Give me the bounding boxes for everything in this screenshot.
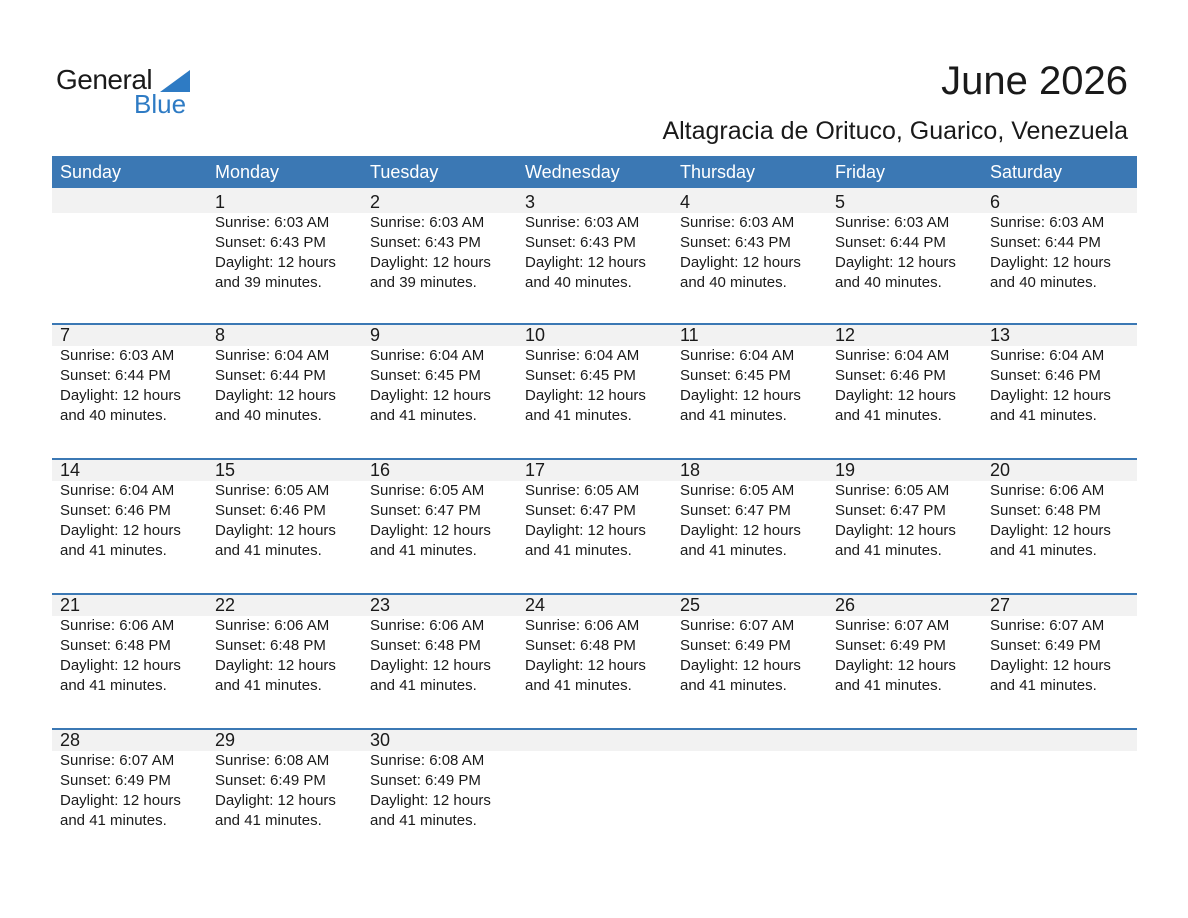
daylight-text: Daylight: 12 hours [835, 657, 956, 674]
weekday-header [52, 156, 1137, 188]
daylight-text: Daylight: 12 hours [525, 254, 646, 271]
daylight-minutes-text: and 41 minutes. [990, 407, 1097, 424]
week-row [52, 323, 1137, 458]
sunrise-text: Sunrise: 6:05 AM [835, 482, 950, 499]
sunset-text: Sunset: 6:43 PM [370, 234, 481, 251]
day-cell [207, 728, 362, 831]
day-cell [827, 188, 982, 293]
daylight-minutes-text: and 41 minutes. [60, 677, 167, 694]
sunset-text: Sunset: 6:49 PM [370, 772, 481, 789]
weeks-container [52, 188, 1137, 863]
weekday-monday: Monday [215, 162, 280, 182]
day-number: 9 [370, 325, 381, 345]
weekday-friday: Friday [835, 162, 886, 182]
empty-day-cell [672, 728, 827, 831]
sunset-text: Sunset: 6:46 PM [215, 502, 326, 519]
day-cell [672, 458, 827, 561]
daylight-text: Daylight: 12 hours [835, 522, 956, 539]
daylight-minutes-text: and 39 minutes. [215, 274, 322, 291]
daylight-text: Daylight: 12 hours [370, 657, 491, 674]
day-number: 29 [215, 730, 236, 750]
daylight-text: Daylight: 12 hours [680, 522, 801, 539]
daylight-text: Daylight: 12 hours [835, 254, 956, 271]
daylight-minutes-text: and 41 minutes. [990, 677, 1097, 694]
daylight-text: Daylight: 12 hours [215, 387, 336, 404]
day-number: 25 [680, 595, 701, 615]
sunrise-text: Sunrise: 6:03 AM [680, 214, 795, 231]
day-number: 28 [60, 730, 81, 750]
sunset-text: Sunset: 6:49 PM [60, 772, 171, 789]
daylight-text: Daylight: 12 hours [835, 387, 956, 404]
week-days [52, 188, 1137, 293]
weekday-thursday: Thursday [680, 162, 756, 182]
daylight-text: Daylight: 12 hours [990, 657, 1111, 674]
sunrise-text: Sunrise: 6:06 AM [60, 617, 175, 634]
sunrise-text: Sunrise: 6:08 AM [370, 752, 485, 769]
day-number: 14 [60, 460, 81, 480]
day-cell [52, 458, 207, 561]
daylight-text: Daylight: 12 hours [370, 387, 491, 404]
day-cell [672, 323, 827, 426]
sunset-text: Sunset: 6:49 PM [990, 637, 1101, 654]
sunrise-text: Sunrise: 6:03 AM [525, 214, 640, 231]
sunset-text: Sunset: 6:44 PM [215, 367, 326, 384]
daylight-text: Daylight: 12 hours [680, 387, 801, 404]
day-number: 16 [370, 460, 391, 480]
sunset-text: Sunset: 6:47 PM [370, 502, 481, 519]
sunset-text: Sunset: 6:44 PM [990, 234, 1101, 251]
daylight-minutes-text: and 40 minutes. [60, 407, 167, 424]
sunrise-text: Sunrise: 6:04 AM [835, 347, 950, 364]
sunrise-text: Sunrise: 6:05 AM [525, 482, 640, 499]
day-number: 18 [680, 460, 701, 480]
day-number: 24 [525, 595, 546, 615]
day-number: 27 [990, 595, 1011, 615]
day-number: 21 [60, 595, 81, 615]
sunset-text: Sunset: 6:46 PM [990, 367, 1101, 384]
sunset-text: Sunset: 6:48 PM [370, 637, 481, 654]
day-number: 5 [835, 192, 846, 212]
day-cell [52, 593, 207, 696]
daylight-text: Daylight: 12 hours [215, 792, 336, 809]
daylight-text: Daylight: 12 hours [60, 522, 181, 539]
day-cell [362, 593, 517, 696]
sunset-text: Sunset: 6:48 PM [60, 637, 171, 654]
daylight-minutes-text: and 41 minutes. [215, 677, 322, 694]
day-cell [362, 323, 517, 426]
day-cell [982, 458, 1137, 561]
day-cell [517, 458, 672, 561]
day-cell [982, 323, 1137, 426]
day-cell [517, 188, 672, 293]
day-cell [207, 458, 362, 561]
daylight-minutes-text: and 41 minutes. [680, 677, 787, 694]
calendar [52, 156, 1137, 863]
day-number: 19 [835, 460, 856, 480]
location-subtitle: Altagracia de Orituco, Guarico, Venezuela [662, 117, 1128, 145]
empty-day-cell [982, 728, 1137, 831]
sunrise-text: Sunrise: 6:04 AM [680, 347, 795, 364]
day-cell [672, 188, 827, 293]
day-cell [362, 188, 517, 293]
day-number: 26 [835, 595, 856, 615]
sunset-text: Sunset: 6:43 PM [215, 234, 326, 251]
daylight-minutes-text: and 40 minutes. [215, 407, 322, 424]
sunrise-text: Sunrise: 6:05 AM [215, 482, 330, 499]
daylight-minutes-text: and 41 minutes. [525, 542, 632, 559]
weekday-tuesday: Tuesday [370, 162, 439, 182]
daylight-minutes-text: and 41 minutes. [370, 677, 477, 694]
sunset-text: Sunset: 6:44 PM [835, 234, 946, 251]
daylight-minutes-text: and 40 minutes. [525, 274, 632, 291]
day-number: 15 [215, 460, 236, 480]
weekday-saturday: Saturday [990, 162, 1063, 182]
day-number: 4 [680, 192, 691, 212]
day-number: 2 [370, 192, 381, 212]
week-row [52, 593, 1137, 728]
sunrise-text: Sunrise: 6:06 AM [370, 617, 485, 634]
day-number: 11 [680, 325, 699, 345]
day-number: 20 [990, 460, 1011, 480]
week-days [52, 593, 1137, 696]
daylight-text: Daylight: 12 hours [680, 657, 801, 674]
daylight-minutes-text: and 41 minutes. [215, 542, 322, 559]
daylight-minutes-text: and 41 minutes. [60, 812, 167, 829]
daylight-text: Daylight: 12 hours [215, 657, 336, 674]
daylight-minutes-text: and 41 minutes. [990, 542, 1097, 559]
daylight-minutes-text: and 41 minutes. [370, 542, 477, 559]
page-title: June 2026 [941, 59, 1128, 103]
daylight-minutes-text: and 40 minutes. [990, 274, 1097, 291]
sunrise-text: Sunrise: 6:04 AM [215, 347, 330, 364]
day-number: 12 [835, 325, 856, 345]
daylight-minutes-text: and 41 minutes. [680, 407, 787, 424]
week-days [52, 728, 1137, 831]
sunset-text: Sunset: 6:47 PM [525, 502, 636, 519]
daylight-minutes-text: and 40 minutes. [835, 274, 942, 291]
sunset-text: Sunset: 6:48 PM [215, 637, 326, 654]
sunrise-text: Sunrise: 6:03 AM [60, 347, 175, 364]
daylight-minutes-text: and 41 minutes. [370, 812, 477, 829]
sunrise-text: Sunrise: 6:03 AM [990, 214, 1105, 231]
sunrise-text: Sunrise: 6:07 AM [60, 752, 175, 769]
sunset-text: Sunset: 6:45 PM [525, 367, 636, 384]
sunrise-text: Sunrise: 6:06 AM [525, 617, 640, 634]
sunrise-text: Sunrise: 6:05 AM [370, 482, 485, 499]
week-days [52, 458, 1137, 561]
sunset-text: Sunset: 6:46 PM [60, 502, 171, 519]
day-cell [517, 323, 672, 426]
day-cell [827, 458, 982, 561]
week-days [52, 323, 1137, 426]
sunrise-text: Sunrise: 6:06 AM [215, 617, 330, 634]
day-cell [207, 188, 362, 293]
logo-general-text: General [56, 64, 153, 95]
sunrise-text: Sunrise: 6:06 AM [990, 482, 1105, 499]
weekday-sunday: Sunday [60, 162, 122, 182]
daylight-minutes-text: and 41 minutes. [525, 677, 632, 694]
weekday-wednesday: Wednesday [525, 162, 620, 182]
day-cell [52, 323, 207, 426]
sunset-text: Sunset: 6:49 PM [835, 637, 946, 654]
empty-day-cell [52, 188, 207, 293]
week-row [52, 188, 1137, 323]
day-cell [207, 593, 362, 696]
day-cell [517, 593, 672, 696]
day-number: 7 [60, 325, 71, 345]
sunset-text: Sunset: 6:49 PM [680, 637, 791, 654]
sunrise-text: Sunrise: 6:04 AM [370, 347, 485, 364]
empty-day-cell [517, 728, 672, 831]
logo-blue-text: Blue [134, 89, 187, 119]
daylight-minutes-text: and 41 minutes. [370, 407, 477, 424]
logo [56, 64, 196, 120]
sunset-text: Sunset: 6:49 PM [215, 772, 326, 789]
sunrise-text: Sunrise: 6:07 AM [835, 617, 950, 634]
day-number: 10 [525, 325, 546, 345]
day-cell [827, 593, 982, 696]
day-cell [362, 728, 517, 831]
day-number: 3 [525, 192, 536, 212]
sunset-text: Sunset: 6:47 PM [680, 502, 791, 519]
daylight-text: Daylight: 12 hours [60, 657, 181, 674]
day-cell [672, 593, 827, 696]
daylight-text: Daylight: 12 hours [525, 387, 646, 404]
sunrise-text: Sunrise: 6:04 AM [990, 347, 1105, 364]
day-number: 1 [215, 192, 226, 212]
sunset-text: Sunset: 6:47 PM [835, 502, 946, 519]
sunrise-text: Sunrise: 6:03 AM [215, 214, 330, 231]
sunset-text: Sunset: 6:48 PM [990, 502, 1101, 519]
daylight-minutes-text: and 41 minutes. [215, 812, 322, 829]
week-row [52, 458, 1137, 593]
daylight-text: Daylight: 12 hours [370, 254, 491, 271]
day-number: 30 [370, 730, 391, 750]
daylight-text: Daylight: 12 hours [525, 657, 646, 674]
week-row [52, 728, 1137, 863]
daylight-minutes-text: and 41 minutes. [835, 407, 942, 424]
daylight-text: Daylight: 12 hours [525, 522, 646, 539]
empty-day-cell [827, 728, 982, 831]
day-cell [207, 323, 362, 426]
daylight-text: Daylight: 12 hours [215, 522, 336, 539]
sunset-text: Sunset: 6:48 PM [525, 637, 636, 654]
day-number: 17 [525, 460, 546, 480]
sunrise-text: Sunrise: 6:04 AM [525, 347, 640, 364]
daylight-text: Daylight: 12 hours [990, 254, 1111, 271]
day-number: 23 [370, 595, 391, 615]
day-cell [982, 188, 1137, 293]
daylight-text: Daylight: 12 hours [680, 254, 801, 271]
daylight-text: Daylight: 12 hours [370, 792, 491, 809]
daylight-minutes-text: and 41 minutes. [525, 407, 632, 424]
day-number: 13 [990, 325, 1011, 345]
daylight-text: Daylight: 12 hours [60, 387, 181, 404]
sunrise-text: Sunrise: 6:07 AM [990, 617, 1105, 634]
sunset-text: Sunset: 6:44 PM [60, 367, 171, 384]
daylight-minutes-text: and 41 minutes. [680, 542, 787, 559]
sunset-text: Sunset: 6:45 PM [370, 367, 481, 384]
sunset-text: Sunset: 6:45 PM [680, 367, 791, 384]
day-cell [827, 323, 982, 426]
sunrise-text: Sunrise: 6:07 AM [680, 617, 795, 634]
day-cell [982, 593, 1137, 696]
sunrise-text: Sunrise: 6:03 AM [835, 214, 950, 231]
daylight-text: Daylight: 12 hours [215, 254, 336, 271]
daylight-minutes-text: and 41 minutes. [60, 542, 167, 559]
sunrise-text: Sunrise: 6:08 AM [215, 752, 330, 769]
sunset-text: Sunset: 6:43 PM [525, 234, 636, 251]
day-number: 6 [990, 192, 1001, 212]
sunset-text: Sunset: 6:46 PM [835, 367, 946, 384]
sunrise-text: Sunrise: 6:04 AM [60, 482, 175, 499]
sunrise-text: Sunrise: 6:03 AM [370, 214, 485, 231]
day-number: 8 [215, 325, 226, 345]
day-number: 22 [215, 595, 236, 615]
daylight-text: Daylight: 12 hours [60, 792, 181, 809]
day-cell [52, 728, 207, 831]
daylight-minutes-text: and 40 minutes. [680, 274, 787, 291]
daylight-minutes-text: and 39 minutes. [370, 274, 477, 291]
day-cell [362, 458, 517, 561]
sunset-text: Sunset: 6:43 PM [680, 234, 791, 251]
sunrise-text: Sunrise: 6:05 AM [680, 482, 795, 499]
daylight-text: Daylight: 12 hours [990, 387, 1111, 404]
daylight-text: Daylight: 12 hours [370, 522, 491, 539]
daylight-minutes-text: and 41 minutes. [835, 542, 942, 559]
daylight-text: Daylight: 12 hours [990, 522, 1111, 539]
daylight-minutes-text: and 41 minutes. [835, 677, 942, 694]
